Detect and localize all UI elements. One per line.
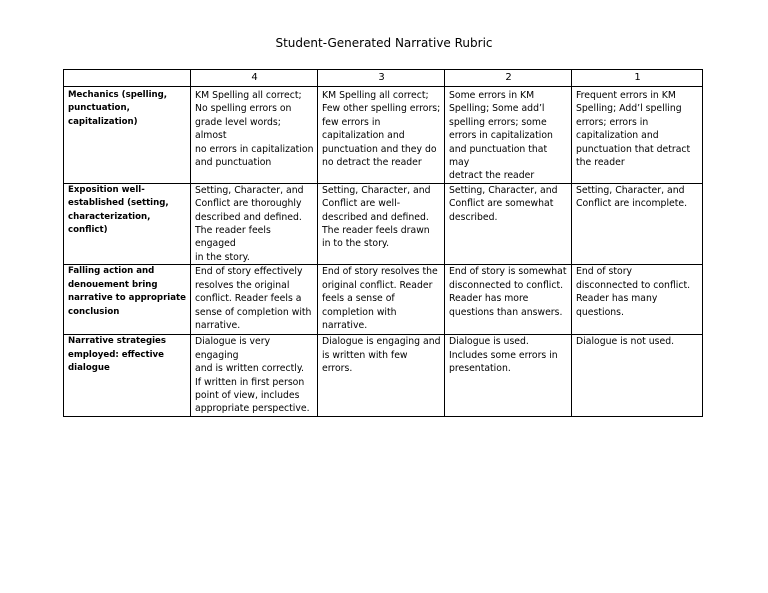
table-row [64,87,703,184]
header-cell-2: 2 [445,70,572,87]
criterion-mechanics: Mechanics (spelling, punctuation, capitalization) [64,87,191,184]
header-cell-criteria [64,70,191,87]
table-cell: End of story is somewhat disconnected to conflict. Reader has more questions than answers. [445,265,572,335]
table-cell: Setting, Character, and Conflict are incomplete. [572,183,703,264]
table-cell: Dialogue is not used. [572,335,703,416]
table-cell: KM Spelling all correct; No spelling errors on grade level words; almost no errors in capitalization and punctuation [191,87,318,184]
table-cell: Dialogue is very engaging and is written correctly. If written in first person point of view, includes appropriate perspective. [191,335,318,416]
page-title: Student-Generated Narrative Rubric [275,36,493,50]
table-cell: Some errors in KM Spelling; Some add’l spelling errors; some errors in capitalization and punctuation that may detract the reader [445,87,572,184]
header-cell-4: 4 [191,70,318,87]
table-row [64,183,703,264]
rubric-table [63,69,703,417]
table-cell: Frequent errors in KM Spelling; Add’l spelling errors; errors in capitalization and punctuation that detract the reader [572,87,703,184]
table-cell: Setting, Character, and Conflict are somewhat described. [445,183,572,264]
table-row [64,335,703,416]
criterion-narrative-strategies: Narrative strategies employed: effective dialogue [64,335,191,416]
table-cell: End of story resolves the original conflict. Reader feels a sense of completion with narrative. [318,265,445,335]
header-cell-1: 1 [572,70,703,87]
table-cell: Setting, Character, and Conflict are thoroughly described and defined. The reader feels engaged in the story. [191,183,318,264]
table-cell: Dialogue is engaging and is written with few errors. [318,335,445,416]
table-cell: End of story disconnected to conflict. Reader has many questions. [572,265,703,335]
header-row [64,70,703,87]
table-cell: Dialogue is used. Includes some errors in presentation. [445,335,572,416]
table-cell: Setting, Character, and Conflict are well- described and defined. The reader feels drawn in to the story. [318,183,445,264]
table-cell: End of story effectively resolves the original conflict. Reader feels a sense of completion with narrative. [191,265,318,335]
criterion-falling-action: Falling action and denouement bring narrative to appropriate conclusion [64,265,191,335]
table-row [64,265,703,335]
header-cell-3: 3 [318,70,445,87]
table-cell: KM Spelling all correct; Few other spelling errors; few errors in capitalization and punctuation and they do no detract the reader [318,87,445,184]
criterion-exposition: Exposition well- established (setting, characterization, conflict) [64,183,191,264]
